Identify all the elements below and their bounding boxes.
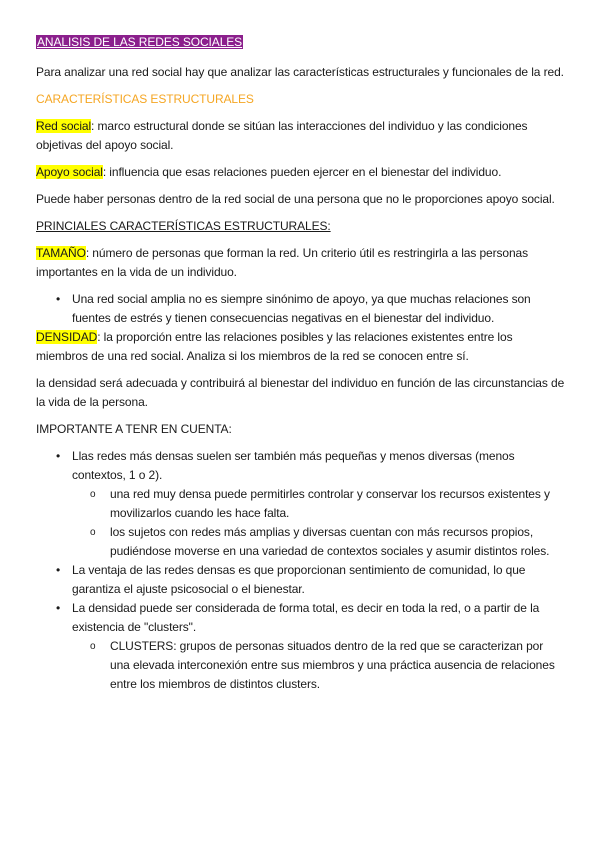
list-item bbox=[36, 290, 566, 328]
bullet-icon: • bbox=[56, 449, 61, 463]
sub-bullet-icon: o bbox=[90, 641, 96, 652]
red-social-term: Red social bbox=[36, 119, 92, 133]
sub-list-item-text: una red muy densa puede permitirles controlar y conservar los recursos existentes y movilizarlos cuando les hace falta. bbox=[110, 487, 550, 520]
sub-list-item bbox=[72, 637, 566, 694]
apoyo-social-term: Apoyo social bbox=[36, 165, 103, 179]
bullet-icon: • bbox=[56, 563, 61, 577]
document-body bbox=[36, 35, 566, 694]
red-social-paragraph bbox=[36, 117, 566, 155]
sub-list-item bbox=[72, 485, 566, 523]
importante-heading: IMPORTANTE A TENR EN CUENTA: bbox=[36, 422, 232, 436]
sub-bullet-icon: o bbox=[90, 527, 96, 538]
sub-list bbox=[72, 485, 566, 561]
densidad-term: DENSIDAD bbox=[36, 330, 98, 344]
list-item-text: Una red social amplia no es siempre sinónimo de apoyo, ya que muchas relaciones son fuentes de estrés y tienen consecuencias negativas en el bienestar del individuo. bbox=[72, 292, 531, 325]
sub-list-item bbox=[72, 523, 566, 561]
apoyo-social-paragraph bbox=[36, 163, 566, 182]
densidad-note: la densidad será adecuada y contribuirá al bienestar del individuo en función de las circunstancias de la vida de la persona. bbox=[36, 376, 565, 409]
densidad-definition: : la proporción entre las relaciones posibles y las relaciones existentes entre los miembros de una red social. Analiza si los miembros de la red se conocen entre sí. bbox=[36, 330, 513, 363]
importante-list bbox=[36, 447, 566, 694]
list-item-text: La densidad puede ser considerada de forma total, es decir en toda la red, o a partir de la existencia de "clusters". bbox=[72, 601, 540, 634]
sub-list-item-text: CLUSTERS: grupos de personas situados dentro de la red que se caracterizan por una elevada interconexión entre sus miembros y una práctica ausencia de relaciones entre los miembros de distintos clusters. bbox=[110, 639, 555, 691]
principal-heading: PRINCIALES CARACTERÍSTICAS ESTRUCTURALES: bbox=[36, 219, 331, 233]
note-paragraph: Puede haber personas dentro de la red social de una persona que no le proporciones apoyo social. bbox=[36, 192, 555, 206]
tamano-definition: : número de personas que forman la red. Un criterio útil es restringirla a las personas importantes en la vida de un individuo. bbox=[36, 246, 529, 279]
list-item bbox=[36, 561, 566, 599]
title-line bbox=[36, 35, 566, 55]
densidad-paragraph bbox=[36, 328, 566, 366]
intro-paragraph: Para analizar una red social hay que analizar las características estructurales y funcionales de la red. bbox=[36, 65, 564, 79]
tamano-list bbox=[36, 290, 566, 328]
bullet-icon: • bbox=[56, 601, 61, 615]
sub-list bbox=[72, 637, 566, 694]
tamano-paragraph bbox=[36, 244, 566, 282]
document-title: ANALISIS DE LAS REDES SOCIALES bbox=[37, 35, 243, 49]
section-heading: CARACTERÍSTICAS ESTRUCTURALES bbox=[36, 92, 254, 106]
list-item-text: La ventaja de las redes densas es que proporcionan sentimiento de comunidad, lo que garantiza el ajuste psicosocial o el bienestar. bbox=[72, 563, 526, 596]
red-social-definition: : marco estructural donde se sitúan las interacciones del individuo y las condiciones objetivas del apoyo social. bbox=[36, 119, 528, 152]
sub-list-item-text: los sujetos con redes más amplias y diversas cuentan con más recursos propios, pudiéndose moverse en una variedad de contextos sociales y asumir distintos roles. bbox=[110, 525, 550, 558]
list-item-text: Llas redes más densas suelen ser también más pequeñas y menos diversas (menos contextos, 1 o 2). bbox=[72, 449, 515, 482]
apoyo-social-definition: : influencia que esas relaciones pueden ejercer en el bienestar del individuo. bbox=[102, 165, 502, 179]
sub-bullet-icon: o bbox=[90, 489, 96, 500]
list-item bbox=[36, 599, 566, 694]
list-item bbox=[36, 447, 566, 561]
bullet-icon: • bbox=[56, 292, 61, 306]
tamano-term: TAMAÑO bbox=[36, 246, 86, 260]
